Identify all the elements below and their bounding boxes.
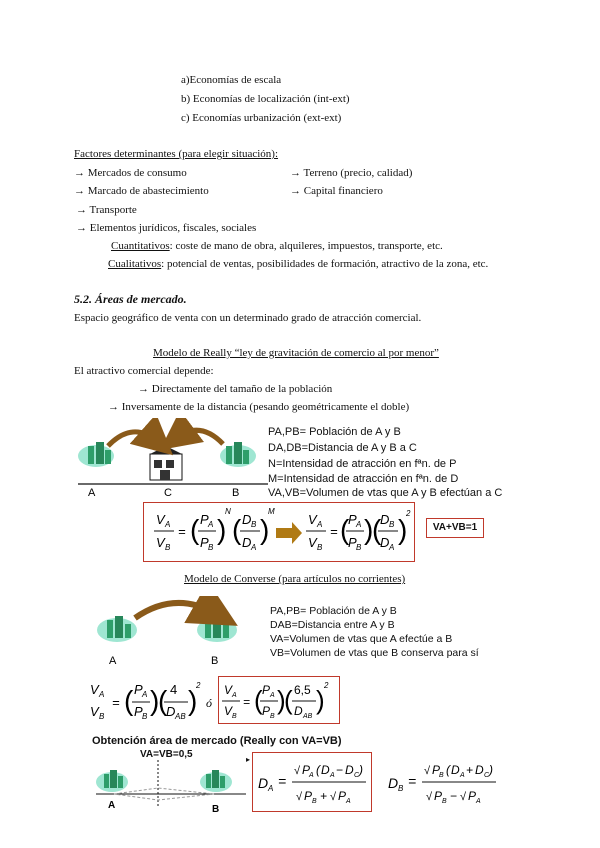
reilly-item1: → Directamente del tamaño de la población xyxy=(138,383,333,395)
svg-text:): ) xyxy=(260,514,270,545)
svg-text:√: √ xyxy=(460,791,467,803)
converse-label-b: B xyxy=(211,655,219,667)
svg-text:A: A xyxy=(268,784,274,793)
obtencion-equal: VA=VB=0,5 xyxy=(140,749,193,760)
svg-text:): ) xyxy=(489,763,493,777)
svg-text:(: ( xyxy=(158,685,168,716)
svg-text:V: V xyxy=(156,512,165,527)
svg-text:A: A xyxy=(232,692,237,699)
svg-text:D: D xyxy=(242,535,252,550)
factor-mercados: → Mercados de consumo xyxy=(74,167,187,179)
svg-text:D: D xyxy=(258,775,269,791)
svg-text:√: √ xyxy=(426,791,433,803)
svg-text:P: P xyxy=(134,682,143,697)
svg-text:B: B xyxy=(389,520,395,529)
svg-text:P: P xyxy=(348,512,357,527)
svg-text:B: B xyxy=(398,784,404,793)
svg-text:(: ( xyxy=(190,514,200,545)
reilly-item2: → Inversamente de la distancia (pesando geométricamente el doble) xyxy=(108,401,410,413)
converse-arc-arrow xyxy=(135,603,217,618)
svg-text:P: P xyxy=(304,789,313,803)
svg-text:): ) xyxy=(277,685,286,715)
cualitativos-label: Cualitativos xyxy=(108,258,162,270)
svg-text:(: ( xyxy=(124,685,134,716)
sum-note: VA+VB=1 xyxy=(426,518,484,538)
economies-c: c) Economías urbanización (ext-ext) xyxy=(181,112,342,124)
svg-text:+: + xyxy=(320,789,328,803)
svg-text:B: B xyxy=(208,543,214,552)
reilly-legend1: PA,PB= Población de A y B xyxy=(268,426,401,438)
converse-legend3: VA=Volumen de vtas que A efectúe a B xyxy=(270,633,453,645)
svg-text:D: D xyxy=(321,763,330,777)
arc-arrow-a xyxy=(108,432,158,446)
economies-b: b) Economías de localización (int-ext) xyxy=(181,93,350,105)
svg-text:√: √ xyxy=(330,791,337,803)
converse-legend4: VB=Volumen de vtas que B conserva para sí xyxy=(270,647,479,659)
svg-text:(: ( xyxy=(446,763,450,777)
svg-text:=: = xyxy=(278,773,287,789)
converse-legend1: PA,PB= Población de A y B xyxy=(270,605,397,617)
reilly-legend3: N=Intensidad de atracción en fªn. de P xyxy=(268,458,457,470)
svg-text:B: B xyxy=(439,772,444,779)
converse-formula-2 xyxy=(220,678,338,722)
svg-text:A: A xyxy=(270,692,275,699)
svg-text:(: ( xyxy=(340,514,350,545)
label-b: B xyxy=(232,487,240,499)
svg-text:AB: AB xyxy=(175,712,186,721)
reilly-formula xyxy=(150,504,412,560)
svg-text:+: + xyxy=(466,763,474,777)
converse-legend2: DAB=Distancia entre A y B xyxy=(270,619,395,631)
reilly-legend5: VA,VB=Volumen de vtas que A y B efectúan a C xyxy=(268,487,503,499)
svg-text:B: B xyxy=(232,713,237,720)
svg-text:B: B xyxy=(312,798,317,805)
svg-text:P: P xyxy=(262,683,271,697)
factor-terreno: → Terreno (precio, calidad) xyxy=(290,167,413,179)
svg-text:D: D xyxy=(380,535,390,550)
reilly-legend4: M=Intensidad de atracción en fªn. de D xyxy=(268,473,459,485)
converse-four: 4 xyxy=(170,682,178,697)
svg-text:): ) xyxy=(398,514,408,545)
exp-m: M xyxy=(268,507,275,516)
building-b-icon xyxy=(220,442,256,467)
svg-text:(: ( xyxy=(254,685,263,715)
svg-text:C: C xyxy=(354,772,360,779)
svg-text:=: = xyxy=(408,773,417,789)
svg-text:P: P xyxy=(434,789,443,803)
svg-text:P: P xyxy=(468,789,477,803)
svg-text:A: A xyxy=(476,798,481,805)
svg-text:=: = xyxy=(243,695,251,709)
svg-text:√: √ xyxy=(296,791,303,803)
converse-diagram xyxy=(95,596,255,668)
factor-cuantitativos xyxy=(111,239,443,253)
svg-text:): ) xyxy=(359,763,363,777)
svg-text:(: ( xyxy=(372,514,382,545)
svg-text:A: A xyxy=(317,520,323,529)
obtencion-title: Obtención área de mercado (Really con VA=VB) xyxy=(92,735,342,747)
cuantitativos-label: Cuantitativos xyxy=(111,240,170,252)
converse-six-five: 6,5 xyxy=(294,683,311,697)
svg-text:D: D xyxy=(294,704,303,718)
svg-text:A: A xyxy=(99,690,105,699)
converse-label-a: A xyxy=(109,655,117,667)
factors-title: Factores determinantes (para elegir situación): xyxy=(74,148,279,160)
svg-text:B: B xyxy=(99,712,105,721)
cualitativos-text: : potencial de ventas, posibilidades de formación, atractivo de la zona, etc. xyxy=(161,258,489,270)
exp-n: N xyxy=(225,507,231,516)
reilly-legend2: DA,DB=Distancia de A y B a C xyxy=(268,442,417,454)
svg-text:A: A xyxy=(330,772,335,779)
svg-text:B: B xyxy=(442,798,447,805)
converse-building-b-icon xyxy=(197,616,237,642)
svg-text:P: P xyxy=(134,704,143,719)
svg-text:B: B xyxy=(142,712,148,721)
svg-text:D: D xyxy=(345,763,354,777)
svg-text:): ) xyxy=(150,685,160,716)
svg-text:P: P xyxy=(432,763,441,777)
obtencion-label-b: B xyxy=(212,804,220,815)
shop-c-icon xyxy=(150,446,182,480)
svg-text:): ) xyxy=(188,685,198,716)
svg-text:P: P xyxy=(200,535,209,550)
svg-text:V: V xyxy=(308,535,317,550)
factor-marcado: → Marcado de abastecimiento xyxy=(74,185,209,197)
svg-text:P: P xyxy=(338,789,347,803)
svg-text:): ) xyxy=(364,514,374,545)
bullet-mark: ▸ xyxy=(246,755,251,764)
label-a: A xyxy=(88,487,96,499)
svg-text:A: A xyxy=(356,520,362,529)
obtencion-building-a-icon xyxy=(96,770,128,792)
svg-text:(: ( xyxy=(316,763,320,777)
svg-text:A: A xyxy=(309,772,314,779)
svg-text:=: = xyxy=(178,524,186,539)
svg-text:(: ( xyxy=(232,514,242,545)
factor-capital: → Capital financiero xyxy=(290,185,383,197)
svg-text:V: V xyxy=(308,512,317,527)
obtencion-building-b-icon xyxy=(200,770,232,792)
obtencion-label-a: A xyxy=(108,800,116,811)
svg-text:C: C xyxy=(484,772,490,779)
svg-text:V: V xyxy=(224,683,233,697)
svg-text:B: B xyxy=(165,543,171,552)
svg-text:A: A xyxy=(251,543,257,552)
arc-arrow-b xyxy=(176,430,223,444)
svg-text:P: P xyxy=(348,535,357,550)
section-heading: 5.2. Áreas de mercado. xyxy=(74,292,187,306)
svg-text:2: 2 xyxy=(196,681,201,690)
label-c: C xyxy=(164,487,172,499)
svg-text:A: A xyxy=(460,772,465,779)
svg-text:): ) xyxy=(217,514,227,545)
svg-text:√: √ xyxy=(294,765,301,777)
svg-text:A: A xyxy=(165,520,171,529)
svg-text:√: √ xyxy=(424,765,431,777)
economies-a: a)Economías de escala xyxy=(181,74,282,86)
svg-text:A: A xyxy=(142,690,148,699)
obtencion-diagram xyxy=(96,760,246,816)
svg-text:−: − xyxy=(336,763,344,777)
reilly-diagram xyxy=(78,418,268,500)
svg-text:V: V xyxy=(90,682,99,697)
svg-text:B: B xyxy=(270,713,275,720)
svg-text:P: P xyxy=(262,704,271,718)
svg-text:(: ( xyxy=(284,685,293,715)
da-formula-box xyxy=(252,752,372,812)
svg-text:D: D xyxy=(388,775,399,791)
svg-text:P: P xyxy=(302,763,311,777)
svg-text:A: A xyxy=(346,798,351,805)
svg-text:B: B xyxy=(317,543,323,552)
svg-text:=: = xyxy=(330,524,338,539)
implies-arrow-icon xyxy=(276,522,302,544)
factor-cualitativos xyxy=(108,257,488,271)
svg-text:−: − xyxy=(450,789,458,803)
converse-building-a-icon xyxy=(97,616,137,642)
svg-text:D: D xyxy=(242,512,252,527)
svg-text:B: B xyxy=(356,543,362,552)
svg-text:V: V xyxy=(90,704,99,719)
svg-text:P: P xyxy=(200,512,209,527)
svg-text:D: D xyxy=(475,763,484,777)
converse-or: ó xyxy=(206,696,212,710)
svg-text:V: V xyxy=(224,704,233,718)
converse-exp-2: 2 xyxy=(324,681,329,690)
exp-2: 2 xyxy=(406,509,411,518)
svg-text:AB: AB xyxy=(303,713,313,720)
svg-text:D: D xyxy=(451,763,460,777)
svg-text:=: = xyxy=(112,695,120,710)
factor-transporte: → Transporte xyxy=(76,204,137,216)
svg-text:D: D xyxy=(166,704,176,719)
svg-text:A: A xyxy=(389,543,395,552)
svg-text:V: V xyxy=(156,535,165,550)
reilly-title: Modelo de Really “ley de gravitación de comercio al por menor” xyxy=(153,347,439,359)
converse-title: Modelo de Converse (para artículos no corrientes) xyxy=(184,573,406,585)
cuantitativos-text: : coste de mano de obra, alquileres, impuestos, transporte, etc. xyxy=(169,240,443,252)
svg-text:): ) xyxy=(316,685,325,715)
svg-text:A: A xyxy=(208,520,214,529)
reilly-depends: El atractivo comercial depende: xyxy=(74,365,214,377)
svg-text:D: D xyxy=(380,512,390,527)
svg-text:B: B xyxy=(251,520,257,529)
factor-elementos: → Elementos jurídicos, fiscales, sociales xyxy=(76,222,257,234)
section-definition: Espacio geográfico de venta con un determinado grado de atracción comercial. xyxy=(74,312,422,324)
